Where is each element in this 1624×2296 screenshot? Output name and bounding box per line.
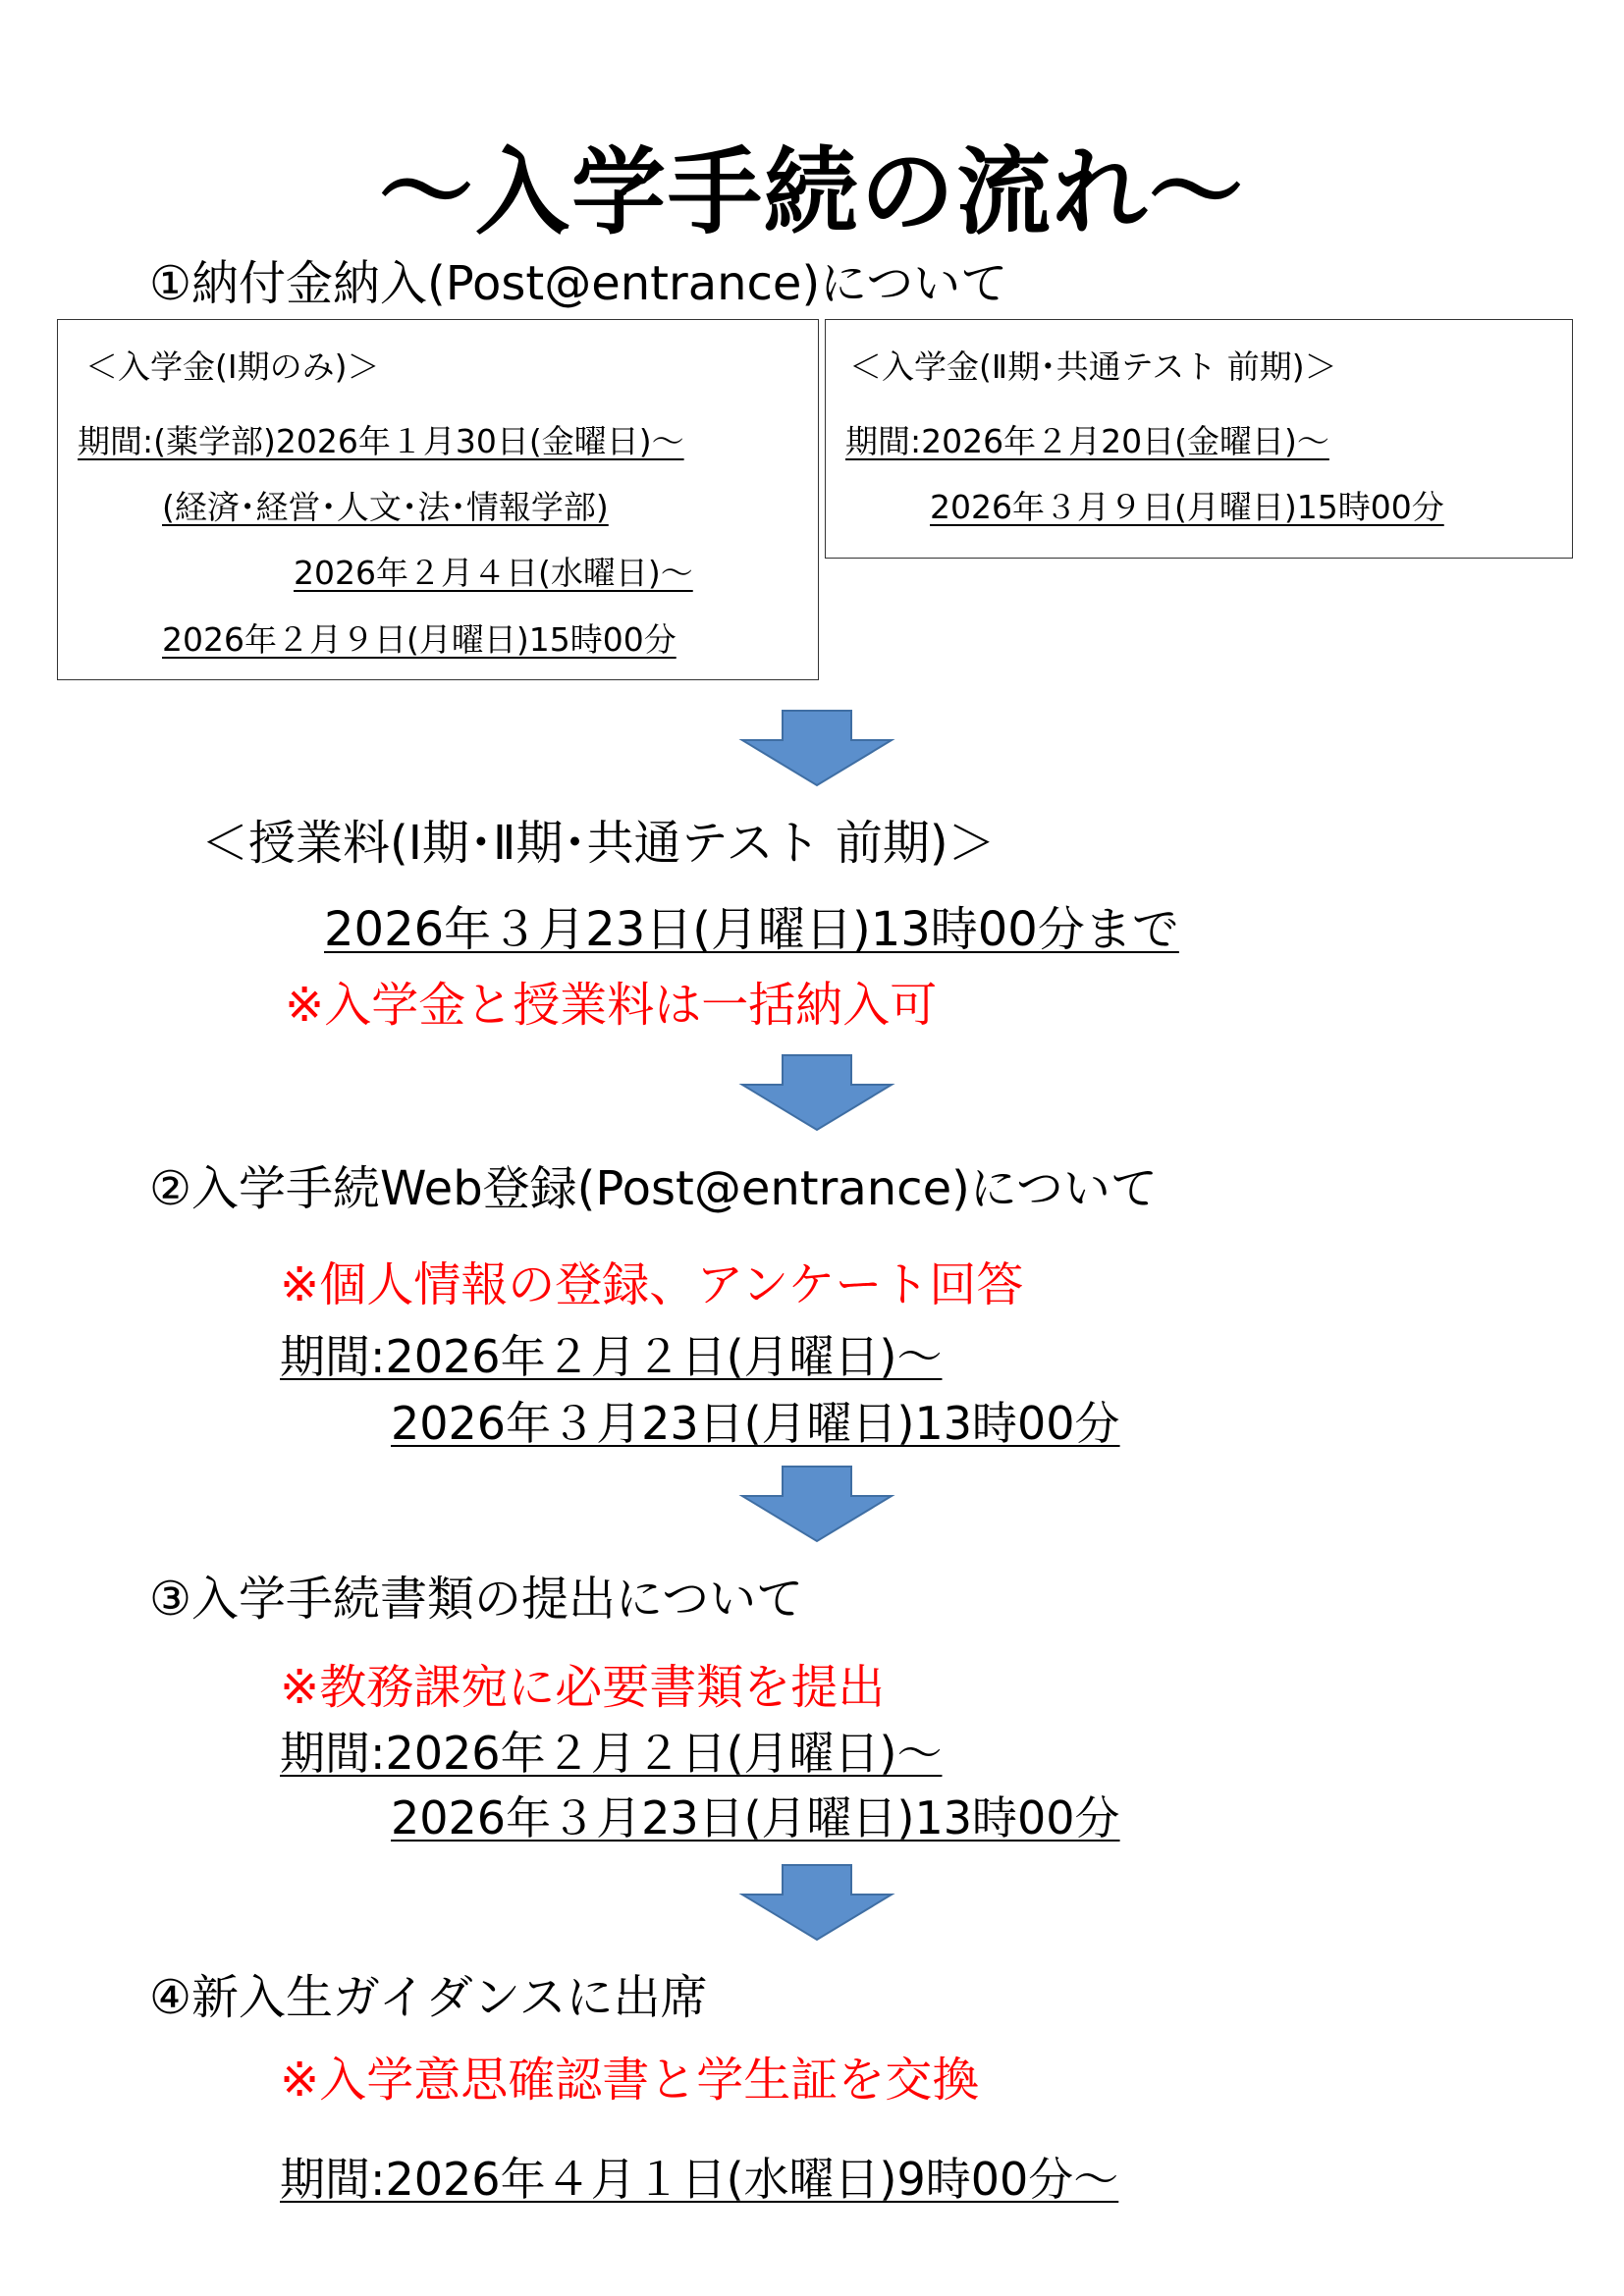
step3-note: ※教務課宛に必要書類を提出 <box>280 1660 886 1715</box>
down-arrow-icon <box>738 1053 895 1132</box>
box-left-heading: ＜入学金(Ⅰ期のみ)＞ <box>85 347 380 386</box>
step2-heading: ②入学手続Web登録(Post@entrance)について <box>149 1161 1158 1216</box>
tuition-heading: ＜授業料(Ⅰ期･Ⅱ期･共通テスト 前期)＞ <box>201 816 996 871</box>
box-left-period-line2: (経済･経営･人文･法･情報学部) <box>162 488 609 526</box>
entrance-fee-box-right <box>825 319 1573 559</box>
step2-note: ※個人情報の登録、アンケート回答 <box>280 1257 1024 1312</box>
down-arrow-icon <box>738 1465 895 1543</box>
down-arrow-icon <box>738 709 895 787</box>
step4-note: ※入学意思確認書と学生証を交換 <box>280 2053 980 2108</box>
step3-period-start: 期間:2026年２月２日(月曜日)～ <box>280 1727 943 1780</box>
box-left-period-line1: 期間:(薬学部)2026年１月30日(金曜日)～ <box>78 422 684 460</box>
step4-heading: ④新入生ガイダンスに出席 <box>149 1970 708 2025</box>
box-left-period-line3: 2026年２月４日(水曜日)～ <box>294 554 693 592</box>
tuition-deadline: 2026年３月23日(月曜日)13時00分まで <box>324 902 1179 957</box>
step3-heading: ③入学手続書類の提出について <box>149 1572 804 1627</box>
step2-period-start: 期間:2026年２月２日(月曜日)～ <box>280 1330 943 1383</box>
box-left-period-line4: 2026年２月９日(月曜日)15時00分 <box>162 620 677 659</box>
step4-period: 期間:2026年４月１日(水曜日)9時00分～ <box>280 2153 1119 2206</box>
step3-period-end: 2026年３月23日(月曜日)13時00分 <box>391 1791 1120 1844</box>
down-arrow-icon <box>738 1863 895 1942</box>
step2-period-end: 2026年３月23日(月曜日)13時00分 <box>391 1397 1120 1450</box>
page-title: ～入学手続の流れ～ <box>379 137 1245 247</box>
box-right-heading: ＜入学金(Ⅱ期･共通テスト 前期)＞ <box>849 347 1337 386</box>
entrance-fee-box-left <box>57 319 819 680</box>
box-right-period-line1: 期間:2026年２月20日(金曜日)～ <box>845 422 1329 460</box>
tuition-note: ※入学金と授業料は一括納入可 <box>285 978 938 1033</box>
step1-heading: ①納付金納入(Post@entrance)について <box>149 256 1008 311</box>
box-right-period-line2: 2026年３月９日(月曜日)15時00分 <box>930 488 1444 526</box>
